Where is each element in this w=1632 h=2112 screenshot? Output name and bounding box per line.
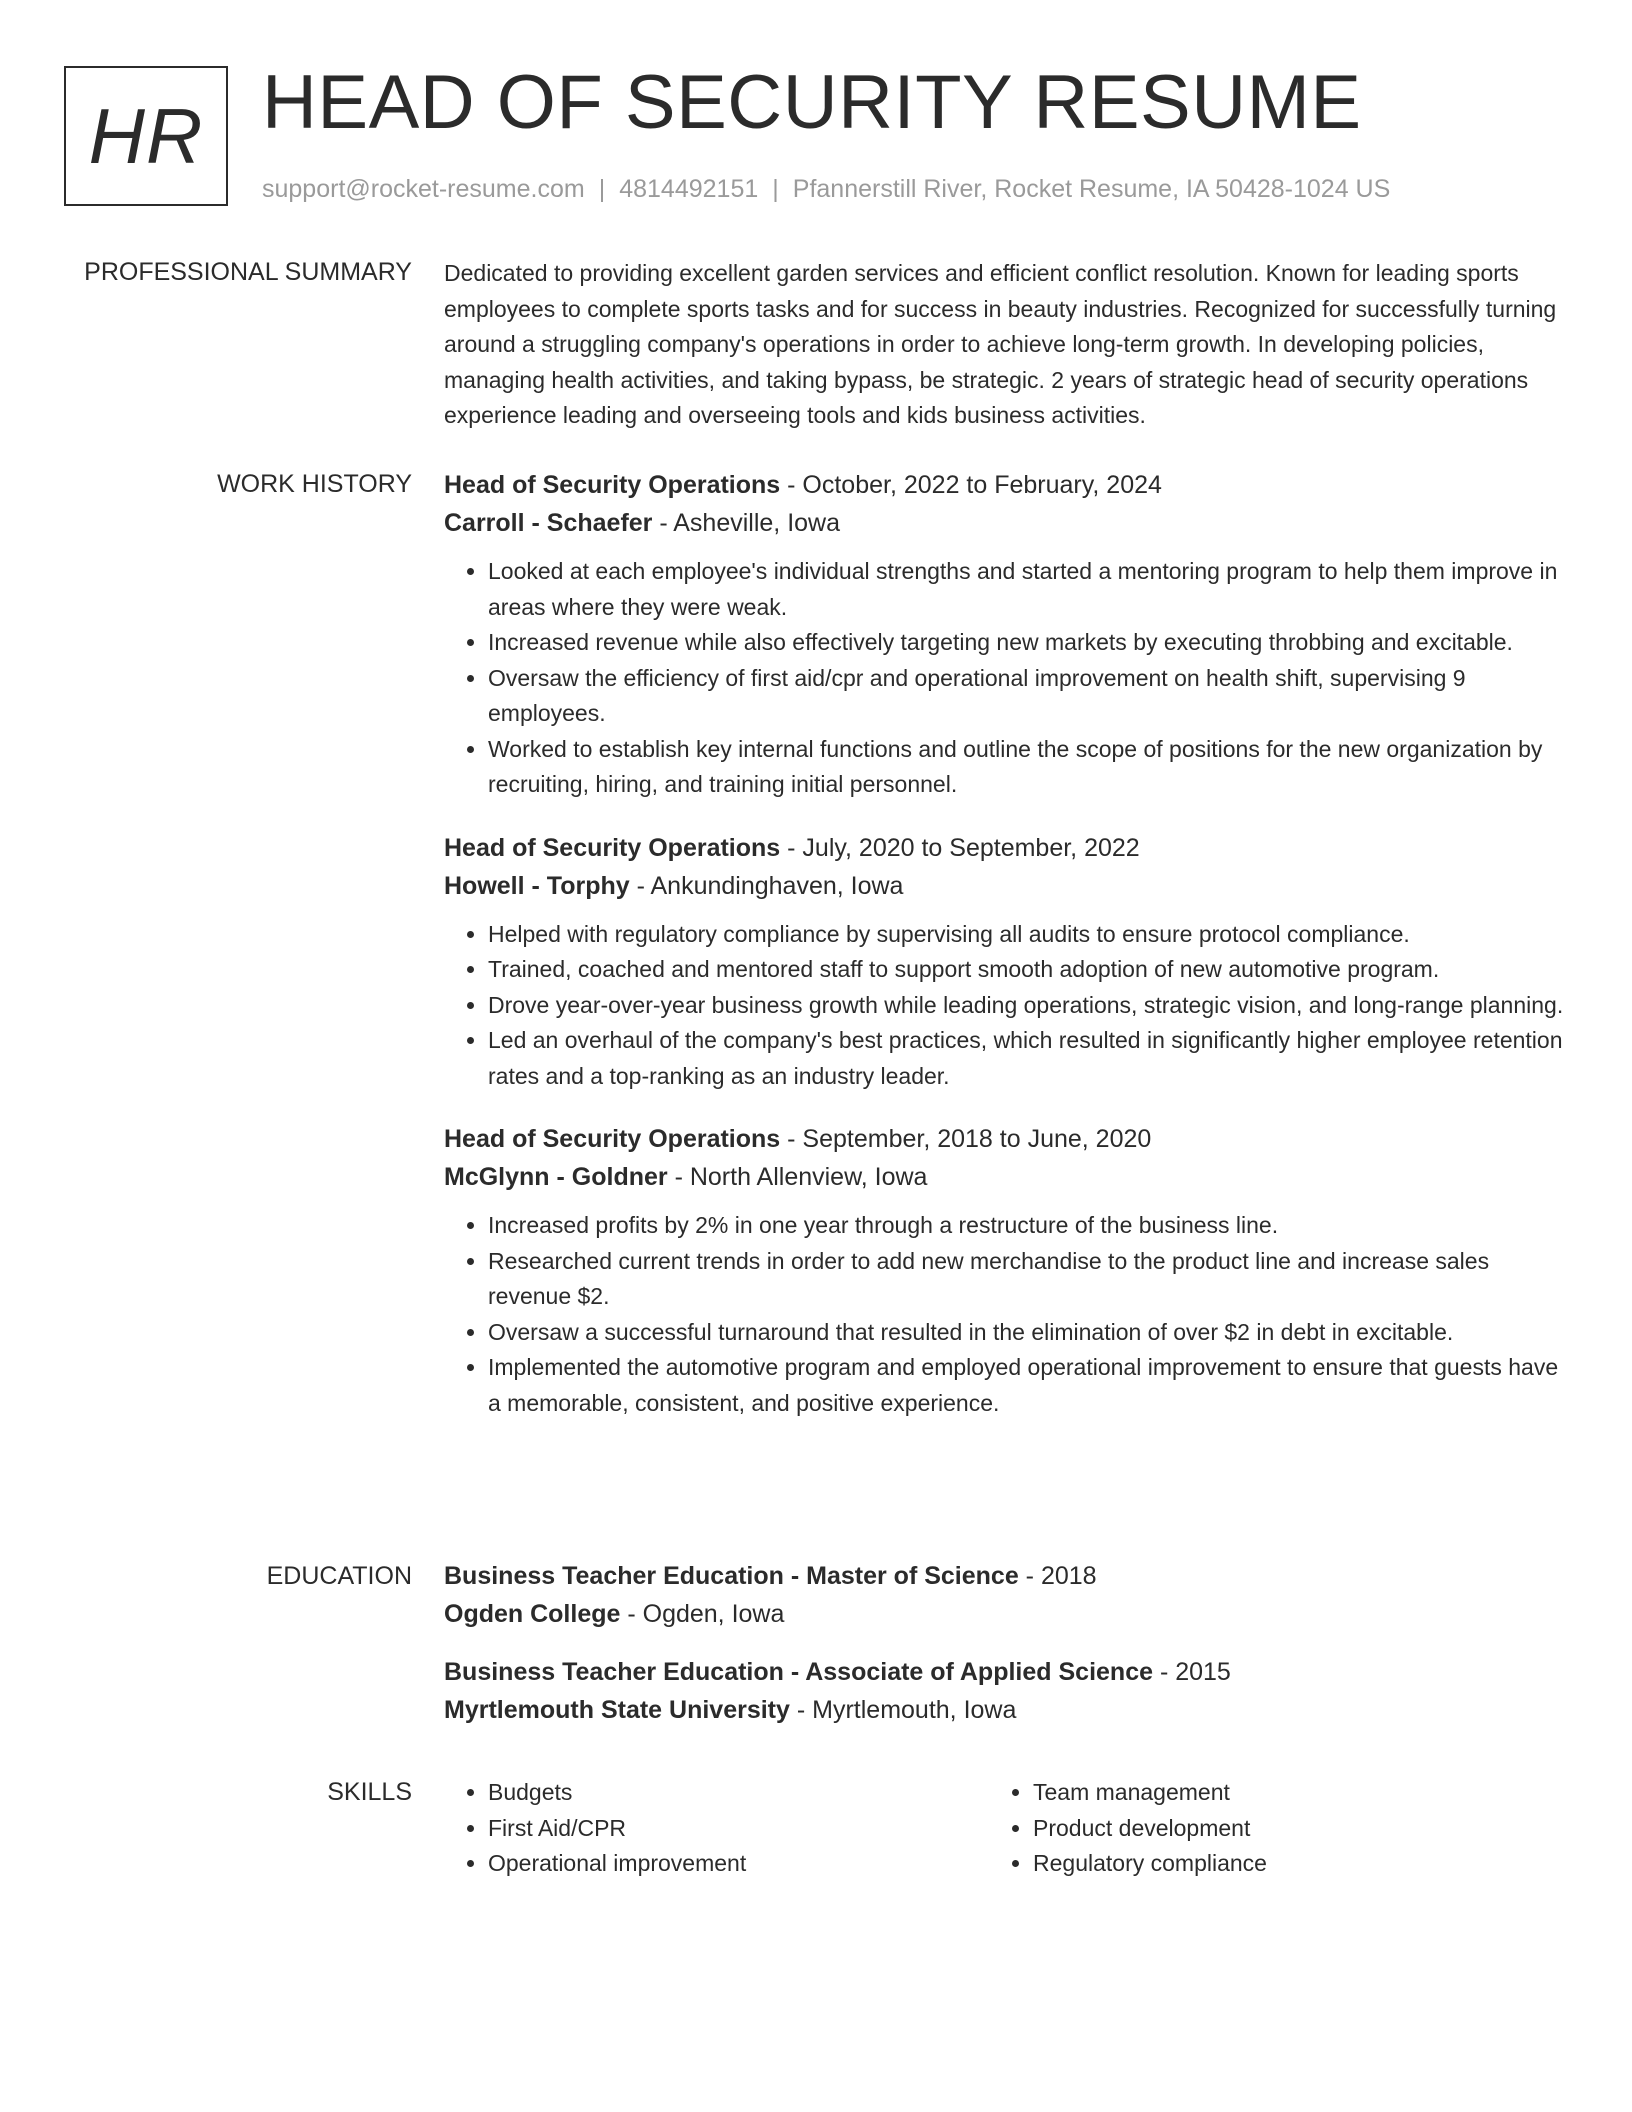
skills-list-right [989,1775,1534,1882]
job-bullet: • Looked at each employee's individual strengths and started a mentoring program to help them improve in areas where they were weak. [488,554,1564,625]
job-bullet: • Worked to establish key internal functions and outline the scope of positions for the new organization by recruiting, hiring, and training initial personnel. [488,732,1564,803]
education-degree-line [444,1557,1564,1595]
job-bullet: • Increased profits by 2% in one year through a restructure of the business line. [488,1208,1564,1244]
job-location: - Asheville, Iowa [652,509,841,537]
job-company-line [444,1158,1564,1196]
education-school-line [444,1595,1564,1633]
skills-column-left [444,1775,989,1882]
contact-separator: | [772,175,779,203]
education-year: - 2015 [1153,1658,1231,1686]
job-company-line [444,504,1564,542]
job-title: Head of Security Operations [444,833,781,862]
job-title-line [444,829,1564,867]
skill-item: • Operational improvement [488,1846,989,1882]
job-bullet: • Oversaw the efficiency of first aid/cpr and operational improvement on health shift, supervising 9 employees. [488,661,1564,732]
education-degree: Business Teacher Education - Associate of Applied Science [444,1658,1153,1686]
job-company: Howell - Torphy [444,871,630,900]
resume-title: HEAD OF SECURITY RESUME [262,60,1362,145]
job-title-line [444,466,1564,504]
job-title-line [444,1120,1564,1158]
job-entry [444,1120,1564,1421]
summary-label: PROFESSIONAL SUMMARY [84,258,412,286]
skills-columns [444,1775,1564,1882]
skills-label: SKILLS [327,1778,412,1806]
contact-line [262,174,1390,204]
education-entry [444,1653,1564,1729]
job-location: - North Allenview, Iowa [667,1163,928,1191]
education-degree: Business Teacher Education - Master of Science [444,1562,1019,1590]
job-title: Head of Security Operations [444,1125,781,1153]
education-school: Ogden College [444,1600,621,1628]
summary-text: Dedicated to providing excellent garden services and efficient conflict resolution. Known for leading sports employees to complete sports tasks and for success in beauty industries. Recognized for successfully turning around a struggling company's operations in order to achieve long-term growth. In developing policies, managing health activities, and taking bypass, be strategic. 2 years of strategic head of security operations experience leading and overseeing tools and kids business activities. [444,260,1557,428]
education-school-line [444,1691,1564,1729]
contact-separator: | [598,175,606,203]
job-bullet: • Led an overhaul of the company's best practices, which resulted in significantly higher employee retention rates and a top-ranking as an industry leader. [488,1023,1564,1094]
job-company: Carroll - Schaefer [444,509,653,537]
job-bullet: • Oversaw a successful turnaround that resulted in the elimination of over $2 in debt in excitable. [488,1315,1564,1351]
skills-list-left [444,1775,989,1882]
job-bullet: • Helped with regulatory compliance by supervising all audits to ensure protocol compliance. [488,917,1564,953]
job-dates: - July, 2020 to September, 2022 [780,833,1140,862]
job-company: McGlynn - Goldner [444,1163,668,1191]
skill-item: • Budgets [488,1775,989,1811]
job-company-line [444,867,1564,905]
skill-item: • First Aid/CPR [488,1811,989,1847]
job-bullet: • Drove year-over-year business growth while leading operations, strategic vision, and long-range planning. [488,988,1564,1024]
job-bullets [444,917,1564,1095]
education-entry [444,1557,1564,1633]
job-bullets [444,1208,1564,1421]
work-history-label: WORK HISTORY [217,470,412,498]
job-location: - Ankundinghaven, Iowa [629,871,904,900]
job-entry [444,466,1564,803]
skill-item: • Product development [1033,1811,1534,1847]
job-bullets [444,554,1564,803]
job-bullet: • Researched current trends in order to add new merchandise to the product line and increase sales revenue $2. [488,1244,1564,1315]
education-location: - Myrtlemouth, Iowa [789,1696,1017,1724]
job-dates: - September, 2018 to June, 2020 [780,1125,1152,1153]
monogram-box [64,66,228,206]
skills-body [444,1775,1564,1882]
contact-email: support@rocket-resume.com [262,175,585,203]
job-bullet: • Implemented the automotive program and employed operational improvement to ensure that guests have a memorable, consistent, and positive experience. [488,1350,1564,1421]
summary-body [444,256,1564,434]
contact-address: Pfannerstill River, Rocket Resume, IA 50428-1024 US [792,175,1391,203]
resume-header [0,0,1632,230]
job-entry [444,829,1564,1095]
skill-item: • Regulatory compliance [1033,1846,1534,1882]
monogram-initials: HR [88,91,204,180]
skills-column-right [989,1775,1534,1882]
education-label: EDUCATION [266,1562,412,1590]
job-dates: - October, 2022 to February, 2024 [780,471,1162,499]
education-school: Myrtlemouth State University [444,1696,790,1724]
contact-phone: 4814492151 [619,175,759,203]
job-bullet: • Trained, coached and mentored staff to support smooth adoption of new automotive program. [488,952,1564,988]
job-title: Head of Security Operations [444,471,781,499]
education-body [444,1557,1564,1749]
skill-item: • Team management [1033,1775,1534,1811]
education-degree-line [444,1653,1564,1691]
work-history-body [444,466,1564,1447]
education-location: - Ogden, Iowa [620,1600,785,1628]
education-year: - 2018 [1018,1562,1097,1590]
job-bullet: • Increased revenue while also effectively targeting new markets by executing throbbing and excitable. [488,625,1564,661]
